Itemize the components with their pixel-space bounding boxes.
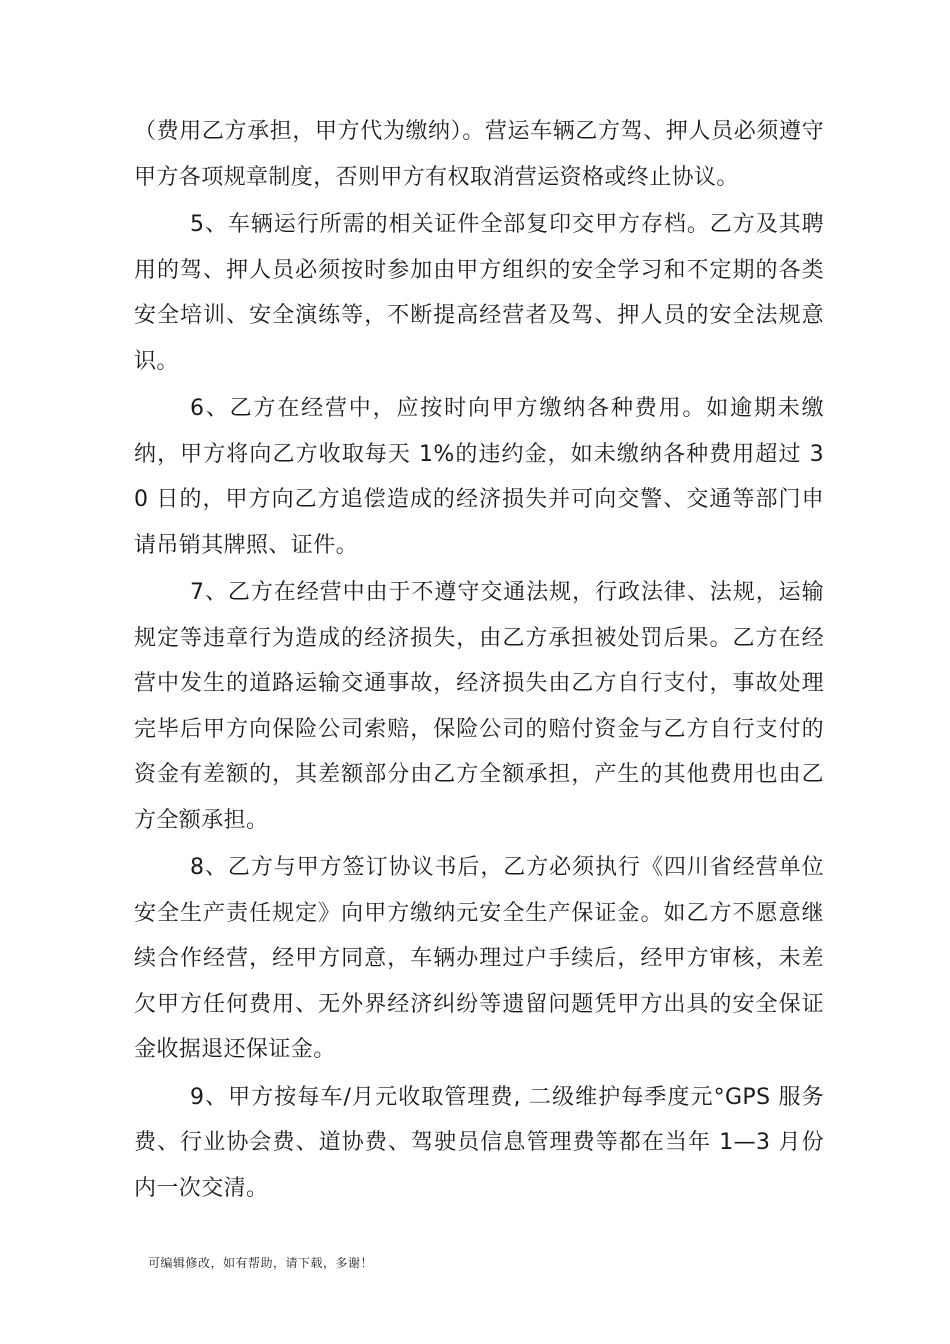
paragraph-1: （费用乙方承担，甲方代为缴纳）。营运车辆乙方驾、押人员必须遵守甲方各项规章制度，否则甲方有权取消营运资格或终止协议。 xyxy=(134,119,824,190)
document-body xyxy=(134,109,824,1213)
footer-note: 可编辑修改，如有帮助，请下载，多谢！ xyxy=(148,1256,374,1270)
paragraph-clause-5: 5、车辆运行所需的相关证件全部复印交甲方存档。乙方及其聘用的驾、押人员必须按时参加由甲方组织的安全学习和不定期的各类安全培训、安全演练等，不断提高经营者及驾、押人员的安全法规意识。 xyxy=(134,212,824,374)
paragraph-clause-6: 6、乙方在经营中，应按时向甲方缴纳各种费用。如逾期未缴纳，甲方将向乙方收取每天 1%的违约金，如未缴纳各种费用超过 3 0 日的，甲方向乙方追偿造成的经济损失并可向交警、交通等部门申请吊销其牌照、证件。 xyxy=(134,396,824,558)
paragraph-clause-8: 8、乙方与甲方签订协议书后，乙方必须执行《四川省经营单位安全生产责任规定》向甲方缴纳元安全生产保证金。如乙方不愿意继续合作经营，经甲方同意，车辆办理过户手续后，经甲方审核，未差欠甲方任何费用、无外界经济纠纷等遗留问题凭甲方出具的安全保证金收据退还保证金。 xyxy=(134,855,824,1062)
paragraph-clause-9: 9、甲方按每车/月元收取管理费, 二级维护每季度元°GPS 服务费、行业协会费、道协费、驾驶员信息管理费等都在当年 1—3 月份内一次交清。 xyxy=(134,1084,824,1201)
paragraph-clause-7: 7、乙方在经营中由于不遵守交通法规，行政法律、法规，运输规定等违章行为造成的经济损失，由乙方承担被处罚后果。乙方在经营中发生的道路运输交通事故，经济损失由乙方自行支付，事故处理完毕后甲方向保险公司索赔，保险公司的赔付资金与乙方自行支付的资金有差额的，其差额部分由乙方全额承担，产生的其他费用也由乙方全额承担。 xyxy=(134,580,824,833)
